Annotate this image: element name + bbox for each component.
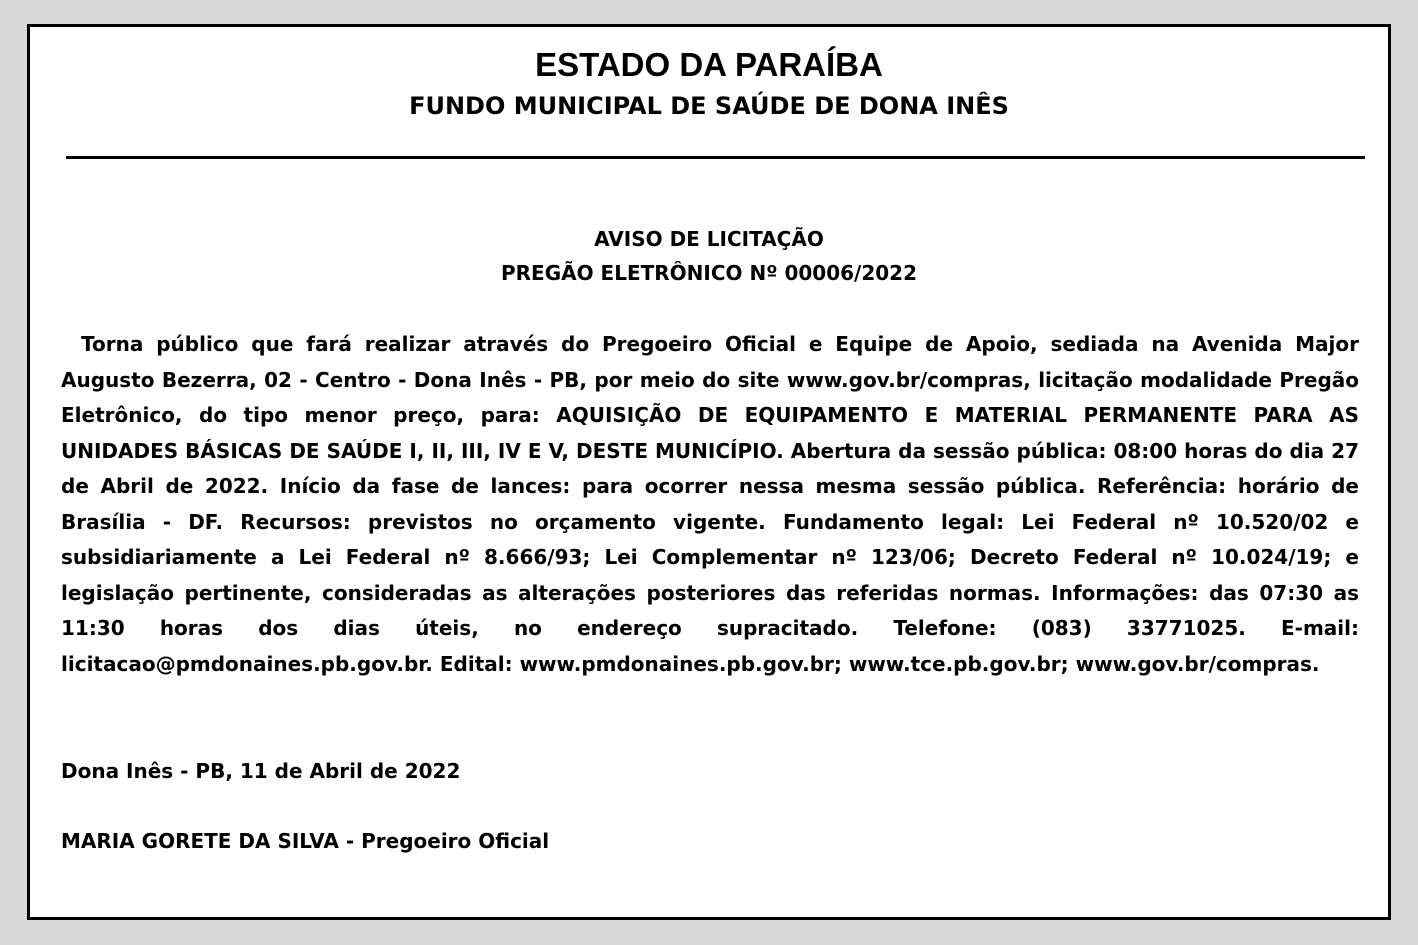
notice-subtitle: PREGÃO ELETRÔNICO Nº 00006/2022 (500, 261, 918, 285)
organization-title: FUNDO MUNICIPAL DE SAÚDE DE DONA INÊS (409, 92, 1009, 120)
notice-body: Torna público que fará realizar através do Pregoeiro Oficial e Equipe de Apoio, sediada na Avenida Major Augusto Bezerra, 02 - Centro - Dona Inês - PB, por meio do site www.gov.br/compras, licitação modalidade Pregão Eletrônico, do tipo menor preço, para: AQUISIÇÃO DE EQUIPAMENTO E MATERIAL PERMANENTE PARA AS UNIDADES BÁSICAS DE SAÚDE I, II, III, IV E V, DESTE MUNICÍPIO. Abertura da sessão pública: 08:00 horas do dia 27 de Abril de 2022. Início da fase de lances: para ocorrer nessa mesma sessão pública. Referência: horário de Brasília - DF. Recursos: previstos no orçamento vigente. Fundamento legal: Lei Federal nº 10.520/02 e subsidiariamente a Lei Federal nº 8.666/93; Lei Complementar nº 123/06; Decreto Federal nº 10.024/19; e legislação pertinente, consideradas as alterações posteriores das referidas normas. Informações: das 07:30 as 11:30 horas dos dias úteis, no endereço supracitado. Telefone: (083) 33771025. E-mail: licitacao@pmdonaines.pb.gov.br. Edital: www.pmdonaines.pb.gov.br; www.tce.pb.gov.br; www.gov.br/compras. (61, 332, 1359, 676)
signature-line: MARIA GORETE DA SILVA - Pregoeiro Oficial (61, 829, 550, 853)
header-divider (66, 156, 1365, 159)
state-title: ESTADO DA PARAÍBA (535, 46, 883, 83)
notice-heading (30, 222, 1388, 290)
legal-notice-box (27, 24, 1391, 920)
date-line: Dona Inês - PB, 11 de Abril de 2022 (61, 759, 461, 783)
notice-title: AVISO DE LICITAÇÃO (594, 227, 824, 251)
